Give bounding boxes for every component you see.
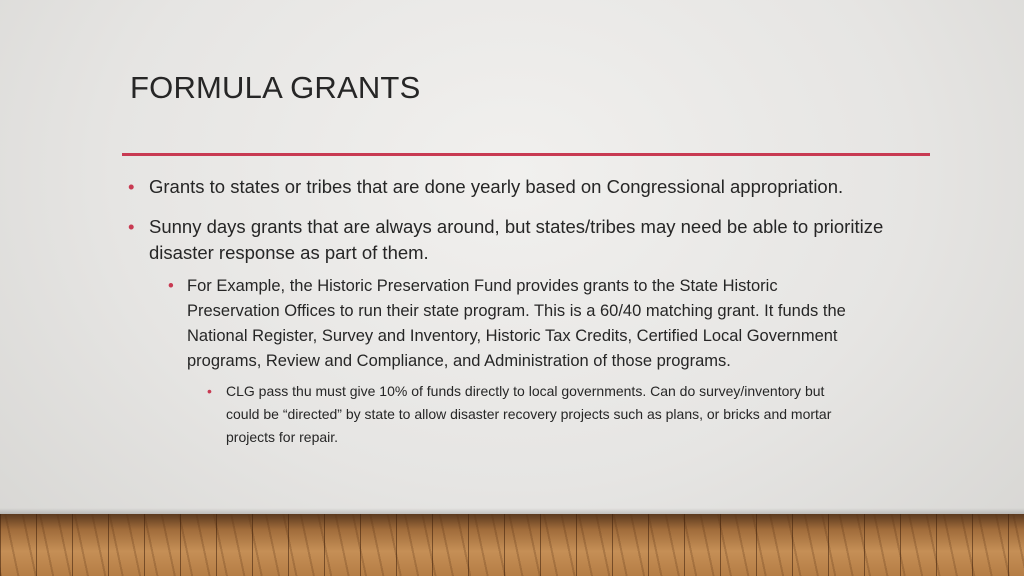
slide-title: FORMULA GRANTS (130, 70, 421, 105)
bullet-item (149, 214, 883, 266)
sub-bullet-item (187, 274, 846, 374)
wood-floor-image (0, 514, 1024, 576)
bullet-line: For Example, the Historic Preservation Fund provides grants to the State Historic (187, 277, 778, 295)
bullet-dot-icon: • (128, 216, 135, 237)
bullet-line: Grants to states or tribes that are done yearly based on Congressional appropriation. (149, 176, 844, 197)
bullet-line: Sunny days grants that are always around, but states/tribes may need be able to prioritize (149, 216, 884, 237)
bullet-dot-icon: • (207, 383, 212, 399)
sub-sub-bullet-item (226, 380, 831, 449)
bullet-line: Preservation Offices to run their state program. This is a 60/40 matching grant. It funds the (187, 302, 846, 320)
bullet-line: programs, Review and Compliance, and Administration of those programs. (187, 352, 731, 370)
bullet-line: disaster response as part of them. (149, 242, 429, 263)
bullet-line: projects for repair. (226, 429, 339, 445)
bullet-line: could be “directed” by state to allow disaster recovery projects such as plans, or bricks and mortar (226, 406, 832, 422)
bullet-line: CLG pass thu must give 10% of funds directly to local governments. Can do survey/inventory but (226, 383, 825, 399)
bullet-item (149, 174, 843, 200)
title-divider (122, 153, 930, 156)
bullet-line: National Register, Survey and Inventory, Historic Tax Credits, Certified Local Government (187, 327, 838, 345)
bullet-dot-icon: • (128, 176, 135, 197)
bullet-dot-icon: • (168, 277, 174, 295)
